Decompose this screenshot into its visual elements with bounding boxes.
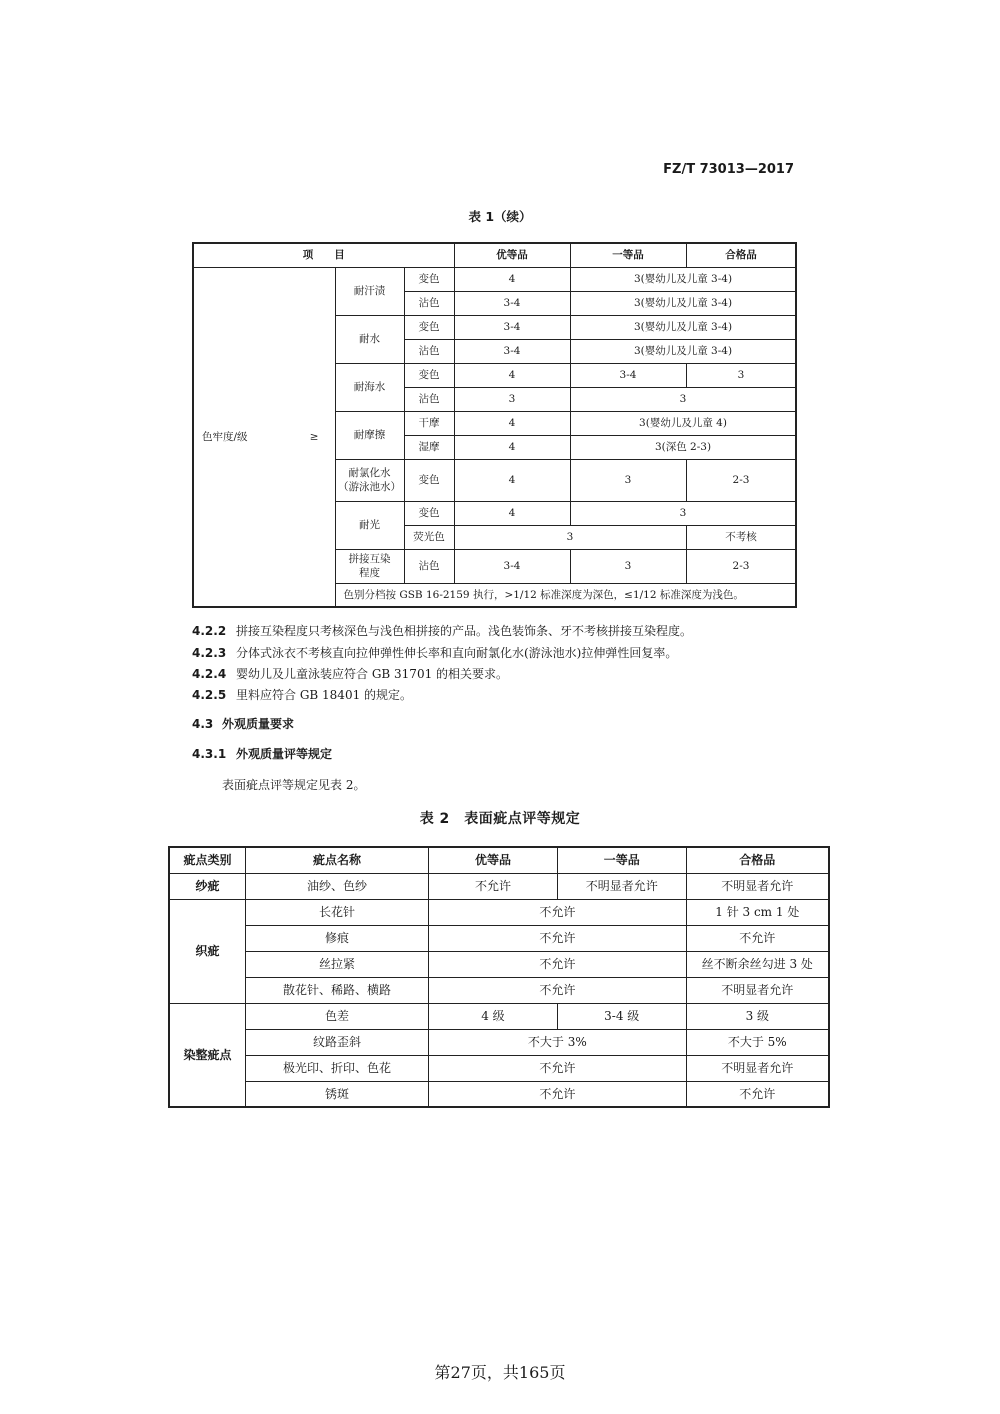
value-cell: 3 <box>570 501 796 525</box>
clause-text: 婴幼儿及儿童泳装应符合 GB 31701 的相关要求。 <box>236 667 509 681</box>
value-cell: 3(婴幼儿及儿童 3-4) <box>570 315 796 339</box>
value-cell: 2-3 <box>686 459 796 501</box>
clause-number: 4.2.4 <box>192 667 227 681</box>
category-dyeing: 染整疵点 <box>169 1003 245 1107</box>
table2-reference: 表面疵点评等规定见表 2。 <box>222 778 366 792</box>
header-qualified: 合格品 <box>686 847 829 873</box>
table-row <box>169 925 829 951</box>
value-cell: 不允许 <box>429 951 687 977</box>
value-cell: 3 <box>454 525 686 549</box>
heading-text: 外观质量要求 <box>222 717 295 731</box>
table1-header-row <box>193 243 796 267</box>
value-cell: 3 <box>570 459 686 501</box>
category-weave: 织疵 <box>169 899 245 1003</box>
sub-item: 干摩 <box>404 411 454 435</box>
item-name-line: 拼接互染 <box>348 552 391 565</box>
value-cell: 3-4 <box>454 339 570 363</box>
clause-number: 4.3 <box>192 717 214 731</box>
sub-item: 荧光色 <box>404 525 454 549</box>
header-name: 疵点名称 <box>245 847 428 873</box>
value-cell: 不明显者允许 <box>686 1055 829 1081</box>
value-cell: 不允许 <box>429 1081 687 1107</box>
header-first: 一等品 <box>570 243 686 267</box>
header-first: 一等品 <box>557 847 686 873</box>
value-cell: 不允许 <box>429 1055 687 1081</box>
item-seawater: 耐海水 <box>335 363 404 411</box>
table-row <box>169 1055 829 1081</box>
defect-name: 长花针 <box>245 899 428 925</box>
item-name-line: 程度 <box>359 567 380 579</box>
sub-item: 变色 <box>404 501 454 525</box>
clause-number: 4.3.1 <box>192 747 227 761</box>
value-cell: 4 <box>454 363 570 387</box>
table-row <box>169 873 829 899</box>
table-row <box>169 899 829 925</box>
value-cell: 3(婴幼儿及儿童 3-4) <box>570 267 796 291</box>
item-light: 耐光 <box>335 501 404 549</box>
value-cell: 不允许 <box>429 925 687 951</box>
geq-symbol: ≥ <box>309 430 319 443</box>
value-cell: 不允许 <box>429 977 687 1003</box>
sub-item: 变色 <box>404 267 454 291</box>
clause-4-2-5 <box>192 686 412 703</box>
sub-item: 沾色 <box>404 339 454 363</box>
defect-name: 纹路歪斜 <box>245 1029 428 1055</box>
table-row <box>169 1003 829 1029</box>
clause-4-2-2 <box>192 622 692 639</box>
header-qualified: 合格品 <box>686 243 796 267</box>
table-row <box>193 267 796 291</box>
value-cell: 不考核 <box>686 525 796 549</box>
value-cell: 4 <box>454 267 570 291</box>
item-rubbing: 耐摩擦 <box>335 411 404 459</box>
clause-number: 4.2.5 <box>192 688 227 702</box>
header-category: 疵点类别 <box>169 847 245 873</box>
defect-name: 色差 <box>245 1003 428 1029</box>
value-cell: 4 <box>454 459 570 501</box>
defect-name: 锈斑 <box>245 1081 428 1107</box>
value-cell: 3-4 <box>570 363 686 387</box>
table-row <box>169 1081 829 1107</box>
table2-header-row <box>169 847 829 873</box>
sub-item: 湿摩 <box>404 435 454 459</box>
table-row <box>169 977 829 1003</box>
header-excellent: 优等品 <box>429 847 558 873</box>
table-row <box>169 1029 829 1055</box>
table-row <box>169 951 829 977</box>
defect-name: 极光印、折印、色花 <box>245 1055 428 1081</box>
sub-item: 沾色 <box>404 387 454 411</box>
heading-4-3-1 <box>192 745 332 762</box>
table2-surface-defects <box>168 846 830 1108</box>
clause-4-2-3 <box>192 644 677 661</box>
value-cell: 不明显者允许 <box>686 873 829 899</box>
category-yarn: 纱疵 <box>169 873 245 899</box>
item-name-line: 耐氯化水 <box>348 466 391 479</box>
value-cell: 3 <box>686 363 796 387</box>
value-cell: 1 针 3 cm 1 处 <box>686 899 829 925</box>
value-cell: 4 级 <box>429 1003 558 1029</box>
value-cell: 3(婴幼儿及儿童 3-4) <box>570 339 796 363</box>
header-excellent: 优等品 <box>454 243 570 267</box>
table1-note: 色别分档按 GSB 16-2159 执行，>1/12 标准深度为深色，≤1/12 标准深度为浅色。 <box>335 583 796 607</box>
clause-number: 4.2.2 <box>192 624 227 638</box>
item-splice <box>335 549 404 583</box>
standard-code: FZ/T 73013—2017 <box>663 162 794 177</box>
value-cell: 不允许 <box>686 1081 829 1107</box>
value-cell: 不允许 <box>686 925 829 951</box>
sub-item: 沾色 <box>404 549 454 583</box>
sub-item: 变色 <box>404 363 454 387</box>
value-cell: 3-4 <box>454 549 570 583</box>
clause-text: 分体式泳衣不考核直向拉伸弹性伸长率和直向耐氯化水(游泳池水)拉伸弹性回复率。 <box>236 646 678 660</box>
clause-number: 4.2.3 <box>192 646 227 660</box>
heading-text: 外观质量评等规定 <box>236 747 333 761</box>
defect-name: 丝拉紧 <box>245 951 428 977</box>
sub-item: 变色 <box>404 315 454 339</box>
table1-caption: 表 1（续） <box>468 209 532 224</box>
value-cell: 4 <box>454 411 570 435</box>
page-footer: 第27页，共165页 <box>434 1363 566 1382</box>
value-cell: 3(婴幼儿及儿童 3-4) <box>570 291 796 315</box>
sub-item: 变色 <box>404 459 454 501</box>
header-item: 项 目 <box>193 243 454 267</box>
table1-color-fastness <box>192 242 797 608</box>
value-cell: 3-4 级 <box>557 1003 686 1029</box>
value-cell: 2-3 <box>686 549 796 583</box>
value-cell: 4 <box>454 435 570 459</box>
group-label-color-fastness: 色牢度/级 ≥ <box>193 267 335 607</box>
value-cell: 3-4 <box>454 291 570 315</box>
value-cell: 3 级 <box>686 1003 829 1029</box>
value-cell: 不允许 <box>429 873 558 899</box>
value-cell: 不大于 3% <box>429 1029 687 1055</box>
item-name-line: （游泳池水） <box>338 481 401 493</box>
value-cell: 4 <box>454 501 570 525</box>
value-cell: 3 <box>570 387 796 411</box>
item-water: 耐水 <box>335 315 404 363</box>
value-cell: 不允许 <box>429 899 687 925</box>
item-chlorine <box>335 459 404 501</box>
value-cell: 不明显者允许 <box>557 873 686 899</box>
value-cell: 3(深色 2-3) <box>570 435 796 459</box>
value-cell: 3-4 <box>454 315 570 339</box>
value-cell: 3(婴幼儿及儿童 4) <box>570 411 796 435</box>
clause-4-2-4 <box>192 665 508 682</box>
table2-caption: 表 2 表面疵点评等规定 <box>419 811 581 827</box>
defect-name: 修痕 <box>245 925 428 951</box>
clause-text: 里料应符合 GB 18401 的规定。 <box>236 688 413 702</box>
heading-4-3 <box>192 715 294 732</box>
value-cell: 不大于 5% <box>686 1029 829 1055</box>
value-cell: 不明显者允许 <box>686 977 829 1003</box>
value-cell: 丝不断余丝勾进 3 处 <box>686 951 829 977</box>
value-cell: 3 <box>454 387 570 411</box>
clause-text: 拼接互染程度只考核深色与浅色相拼接的产品。浅色装饰条、牙不考核拼接互染程度。 <box>236 624 693 638</box>
defect-name: 油纱、色纱 <box>245 873 428 899</box>
sub-item: 沾色 <box>404 291 454 315</box>
value-cell: 3 <box>570 549 686 583</box>
item-sweat: 耐汗渍 <box>335 267 404 315</box>
defect-name: 散花针、稀路、横路 <box>245 977 428 1003</box>
